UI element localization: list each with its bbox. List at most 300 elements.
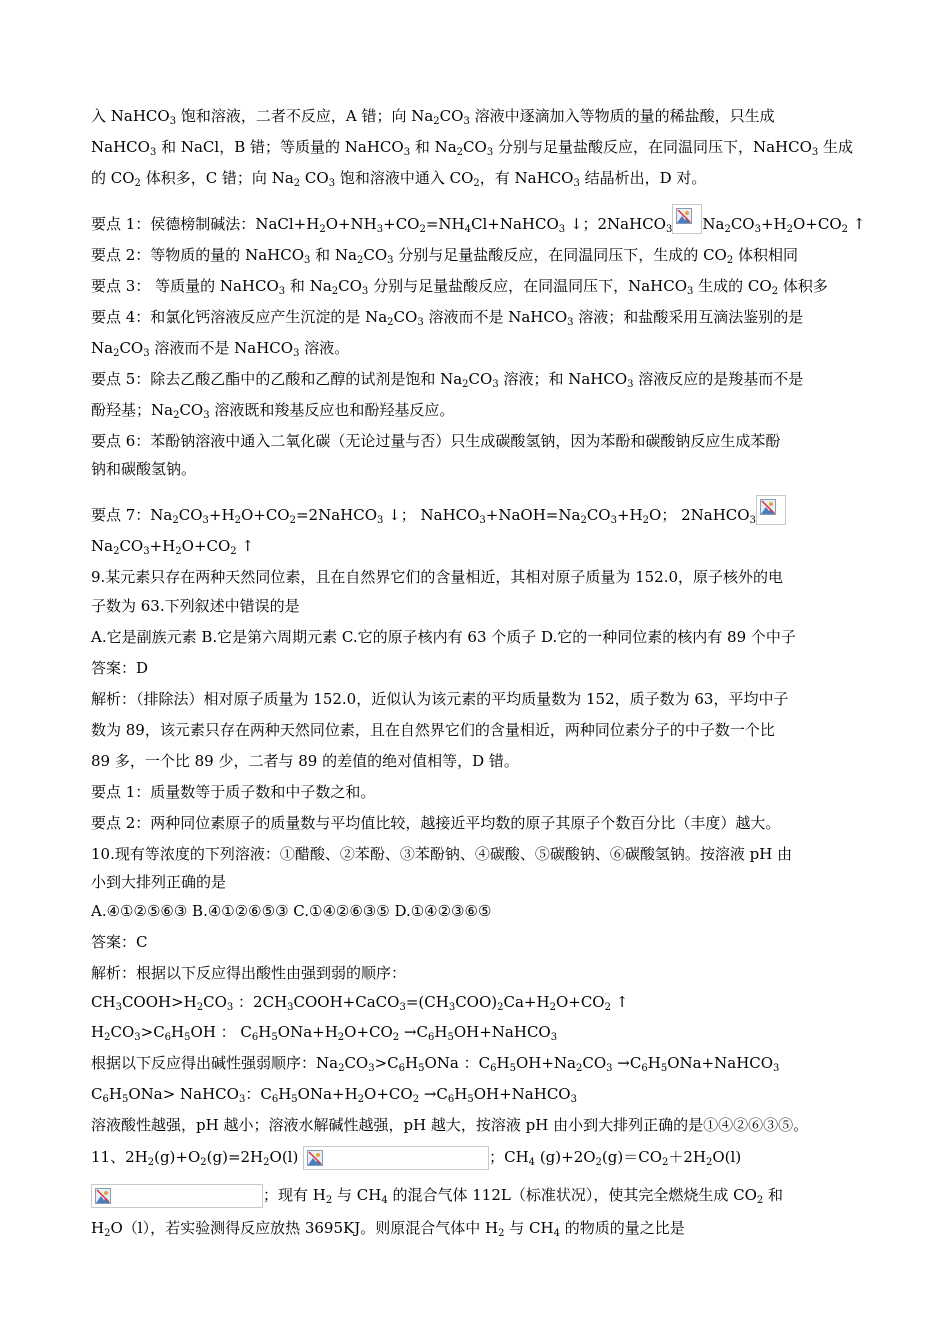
text-segment: ，有 NaHCO	[479, 169, 574, 187]
subscript: 3	[278, 286, 286, 297]
subscript: 2	[331, 286, 339, 297]
subscript: 3	[226, 1002, 234, 1013]
subscript: 3	[479, 515, 486, 526]
text-line	[91, 338, 349, 358]
text-segment: 饱和溶液中通入 CO	[335, 169, 474, 187]
text-line	[91, 137, 853, 157]
subscript: 3	[754, 224, 761, 235]
subscript: 3	[368, 1063, 375, 1074]
subscript: 3	[665, 224, 673, 235]
text-segment: 分别与足量盐酸反应，在同温同压下，NaHCO	[493, 138, 812, 156]
subscript: 6	[428, 1032, 435, 1043]
text-segment: H	[278, 1085, 292, 1103]
text-line	[91, 276, 828, 296]
text-segment: H	[91, 1219, 105, 1237]
text-segment: +H	[149, 537, 176, 555]
subscript: 3	[169, 116, 177, 127]
subscript: 2	[419, 224, 426, 235]
text-segment: 9.某元素只存在两种天然同位素，且在自然界它们的含量相近，其相对原子质量为 152.0，原子核外的电	[91, 568, 784, 586]
subscript: 2	[113, 348, 120, 359]
text-segment: O(l)	[269, 1148, 299, 1166]
text-segment: 10.现有等浓度的下列溶液：①醋酸、②苯酚、③苯酚钠、④碳酸、⑤碳酸钠、⑥碳酸氢钠。按溶液 pH 由	[91, 845, 793, 863]
text-segment: 饱和溶液，二者不反应，A 错；向 Na	[176, 107, 434, 125]
text-segment: 答案：C	[91, 933, 148, 951]
subscript: 2	[473, 178, 480, 189]
text-segment: 与 CH	[332, 1186, 382, 1204]
text-segment: Na	[91, 339, 114, 357]
text-segment: 和	[763, 1186, 784, 1204]
subscript: 2	[433, 116, 440, 127]
text-segment: 溶液。	[299, 339, 350, 357]
line-part	[91, 506, 756, 524]
text-segment: →C	[399, 1023, 428, 1041]
text-segment: 解析：根据以下反应得出酸性由强到弱的顺序：	[91, 964, 407, 982]
text-segment: 溶液反应的是羧基而不是	[633, 370, 804, 388]
text-line	[91, 1184, 783, 1208]
subscript: 3	[627, 379, 634, 390]
text-segment: O+CO	[364, 1085, 413, 1103]
subscript: 2	[337, 1032, 345, 1043]
text-segment: OH+NaHCO	[473, 1085, 571, 1103]
text-segment: CO	[468, 370, 493, 388]
text-segment: 11、2H	[91, 1148, 148, 1166]
text-segment: →C	[419, 1085, 448, 1103]
subscript: 2	[456, 147, 464, 158]
text-segment: CO	[119, 537, 144, 555]
subscript: 3	[149, 147, 157, 158]
text-segment: 要点 4：和氯化钙溶液反应产生沉淀的是 Na	[91, 308, 388, 326]
subscript: 3	[115, 1002, 122, 1013]
text-segment: ↓； NaHCO	[383, 506, 480, 524]
text-segment: H	[108, 1085, 122, 1103]
text-segment: H	[405, 1054, 419, 1072]
image-placeholder	[672, 204, 702, 234]
subscript: 2	[175, 546, 182, 557]
text-segment: (g)＝CO	[601, 1148, 662, 1166]
text-segment: 要点 5：除去乙酸乙酯中的乙酸和乙醇的试剂是饱和 Na	[91, 370, 463, 388]
text-segment: O+CO	[240, 506, 290, 524]
text-segment: CH	[91, 993, 116, 1011]
subscript: 2	[173, 410, 180, 421]
subscript: 2	[462, 379, 469, 390]
subscript: 3	[377, 515, 384, 526]
subscript: 3	[293, 348, 300, 359]
text-segment: (g)=2H	[206, 1148, 264, 1166]
text-segment: COOH>H	[121, 993, 197, 1011]
subscript: 2	[498, 1228, 505, 1239]
text-line	[91, 901, 491, 921]
subscript: 2	[319, 224, 326, 235]
text-line	[91, 1053, 779, 1073]
text-segment: CO	[178, 506, 203, 524]
subscript: 3	[492, 379, 499, 390]
text-segment: ONa+H	[277, 1023, 338, 1041]
text-segment: O； 2NaHCO	[649, 506, 750, 524]
subscript: 3	[203, 410, 210, 421]
subscript: 2	[575, 1063, 583, 1074]
broken-image-icon	[307, 1150, 323, 1166]
text-segment: =2NaHCO	[295, 506, 378, 524]
text-segment: 子数为 63.下列叙述中错误的是	[91, 597, 300, 615]
text-segment: A.它是副族元素 B.它是第六周期元素 C.它的原子核内有 63 个质子 D.它的一种同位素的核内有 89 个中子	[91, 628, 796, 646]
text-line	[91, 245, 798, 265]
text-line	[91, 459, 196, 479]
subscript: 3	[448, 1002, 456, 1013]
subscript: 3	[749, 515, 756, 526]
text-line	[91, 992, 628, 1012]
text-segment: H	[434, 1023, 448, 1041]
subscript: 5	[447, 1032, 454, 1043]
text-segment: ↑	[610, 993, 629, 1011]
subscript: 3	[550, 1032, 558, 1043]
subscript: 3	[287, 1002, 294, 1013]
text-line	[91, 505, 786, 525]
text-segment: COO)	[455, 993, 498, 1011]
text-segment: +H	[760, 215, 787, 233]
text-segment: ：2CH	[233, 993, 288, 1011]
subscript: 5	[660, 1063, 668, 1074]
text-line	[91, 168, 706, 188]
text-segment: 要点 7：Na	[91, 506, 173, 524]
text-segment: Ca+H	[503, 993, 550, 1011]
text-segment: ↑	[848, 215, 866, 233]
text-segment: 体积多，C 错；向 Na	[140, 169, 294, 187]
text-segment: C	[91, 1085, 103, 1103]
subscript: 2	[604, 1002, 611, 1013]
text-segment: CO	[110, 1023, 135, 1041]
text-segment: →C	[612, 1054, 642, 1072]
subscript: 2	[706, 1157, 713, 1168]
text-segment: 小到大排列正确的是	[91, 873, 227, 891]
text-segment: =NH	[425, 215, 465, 233]
subscript: 3	[387, 255, 394, 266]
subscript: 2	[357, 255, 364, 266]
text-segment: 根据以下反应得出碱性强弱顺序：Na	[91, 1054, 339, 1072]
subscript: 2	[325, 1195, 333, 1206]
text-segment: 和 Na	[285, 277, 332, 295]
subscript: 2	[263, 1157, 270, 1168]
subscript: 5	[121, 1094, 129, 1105]
subscript: 5	[184, 1032, 191, 1043]
text-line	[91, 1146, 741, 1170]
subscript: 2	[595, 1157, 602, 1168]
text-segment: ；现有 H	[263, 1186, 326, 1204]
subscript: 2	[172, 515, 179, 526]
text-line	[91, 963, 406, 983]
text-segment: 体积多	[778, 277, 828, 295]
text-segment: =(CH	[405, 993, 449, 1011]
text-line	[91, 872, 226, 892]
subscript: 3	[417, 317, 424, 328]
subscript: 2	[392, 1032, 400, 1043]
text-segment: ONa> NaHCO	[128, 1085, 239, 1103]
text-segment: ↓；2NaHCO	[565, 215, 666, 233]
text-segment: O+CO	[793, 215, 842, 233]
text-segment: 89 多，一个比 89 少，二者与 89 的差值的绝对值相等，D 错。	[91, 752, 519, 770]
text-segment: 和 Na	[310, 246, 357, 264]
text-segment: ↑	[236, 537, 254, 555]
text-segment: 分别与足量盐酸反应，在同温同压下，生成的 CO	[393, 246, 727, 264]
text-segment: 溶液中逐滴加入等物质的量的稀盐酸，只生成	[469, 107, 775, 125]
subscript: 2	[196, 1002, 204, 1013]
text-segment: ONa+H	[297, 1085, 358, 1103]
text-segment: 的混合气体 112L（标准状况），使其完全燃烧生成 CO	[387, 1186, 757, 1204]
text-segment: Cl+NaHCO	[471, 215, 559, 233]
text-line	[91, 782, 375, 802]
text-segment: H	[258, 1023, 272, 1041]
line-part	[91, 1148, 298, 1166]
subscript: 6	[490, 1063, 497, 1074]
text-segment: CO	[393, 308, 418, 326]
text-segment: CO	[338, 277, 362, 295]
subscript: 2	[357, 1094, 365, 1105]
subscript: 3	[558, 224, 566, 235]
text-segment: 与 CH	[504, 1219, 554, 1237]
text-segment: 酚羟基；Na	[91, 401, 174, 419]
text-segment: CO	[203, 993, 227, 1011]
text-line	[91, 627, 796, 647]
subscript: 6	[102, 1094, 109, 1105]
subscript: 2	[104, 1032, 111, 1043]
text-line	[91, 106, 775, 126]
subscript: 2	[771, 286, 779, 297]
text-line	[91, 1218, 685, 1238]
subscript: 3	[570, 1094, 577, 1105]
text-segment: O（l），若实验测得反应放热 3695KJ。则原混合气体中 H	[110, 1219, 499, 1237]
text-segment: 要点 1：侯德榜制碱法：NaCl+H	[91, 215, 320, 233]
broken-image-icon	[676, 208, 692, 224]
text-segment: >C	[374, 1054, 399, 1072]
subscript: 2	[662, 1157, 669, 1168]
text-segment: +CO	[383, 215, 420, 233]
text-segment: 体积相同	[733, 246, 799, 264]
text-segment: 结晶析出，D 对。	[579, 169, 707, 187]
subscript: 3	[567, 317, 574, 328]
subscript: 2	[338, 1063, 345, 1074]
subscript: 6	[164, 1032, 172, 1043]
text-segment: ：C	[245, 1085, 272, 1103]
text-line	[91, 536, 254, 556]
subscript: 3	[610, 515, 617, 526]
subscript: 2	[412, 1094, 420, 1105]
text-segment: O(l)	[712, 1148, 742, 1166]
text-line	[91, 658, 148, 678]
subscript: 3	[238, 1094, 246, 1105]
text-segment: (g)+2O	[535, 1148, 596, 1166]
text-segment: 要点 1：质量数等于质子数和中子数之和。	[91, 783, 376, 801]
subscript: 2	[293, 178, 301, 189]
text-segment: 要点 6：苯酚钠溶液中通入二氧化碳（无论过量与否）只生成碳酸氢钠，因为苯酚和碳酸钠反应生成苯酚	[91, 432, 781, 450]
subscript: 2	[642, 515, 650, 526]
text-segment: O+CO	[555, 993, 605, 1011]
text-segment: 溶液；和 NaHCO	[498, 370, 628, 388]
text-line	[91, 813, 780, 833]
text-segment: NaHCO	[91, 138, 150, 156]
text-segment: CO	[119, 339, 144, 357]
subscript: 3	[376, 224, 384, 235]
text-segment: ONa ：C	[424, 1054, 491, 1072]
subscript: 5	[467, 1094, 474, 1105]
text-segment: CO	[344, 1054, 369, 1072]
text-segment: +NaOH=Na	[485, 506, 581, 524]
subscript: 2	[200, 1157, 207, 1168]
text-line	[91, 932, 147, 952]
text-segment: H	[496, 1054, 510, 1072]
text-segment: CO	[582, 1054, 607, 1072]
subscript: 3	[486, 147, 494, 158]
subscript: 5	[509, 1063, 516, 1074]
text-segment: 钠和碳酸氢钠。	[91, 460, 197, 478]
text-segment: 要点 3： 等质量的 NaHCO	[91, 277, 279, 295]
subscript: 4	[464, 224, 472, 235]
subscript: 3	[143, 348, 150, 359]
text-segment: ＋2H	[668, 1148, 706, 1166]
text-segment: CO	[179, 401, 204, 419]
text-segment: 溶液既和羧基反应也和酚羟基反应。	[209, 401, 455, 419]
text-segment: Na	[91, 537, 114, 555]
text-segment: 溶液；和盐酸采用互滴法鉴别的是	[573, 308, 804, 326]
text-segment: +H	[208, 506, 235, 524]
text-segment: Na	[702, 215, 725, 233]
subscript: 2	[724, 224, 731, 235]
subscript: 3	[143, 546, 150, 557]
text-line	[91, 751, 519, 771]
text-segment: OH ： C	[190, 1023, 252, 1041]
subscript: 2	[786, 224, 793, 235]
broken-image-icon	[760, 499, 776, 515]
subscript: 5	[291, 1094, 298, 1105]
subscript: 4	[528, 1157, 536, 1168]
text-segment: OH+NaHCO	[453, 1023, 551, 1041]
text-line	[91, 1022, 557, 1042]
text-line	[91, 369, 803, 389]
subscript: 3	[202, 515, 209, 526]
text-line	[91, 567, 783, 587]
text-segment: COOH+CaCO	[293, 993, 400, 1011]
text-segment: 溶液而不是 NaHCO	[423, 308, 568, 326]
text-segment: 生成	[818, 138, 854, 156]
broken-image-icon	[95, 1188, 111, 1204]
text-segment: OH+Na	[515, 1054, 576, 1072]
text-segment: 和 Na	[410, 138, 457, 156]
text-line	[91, 720, 775, 740]
subscript: 3	[573, 178, 580, 189]
subscript: 2	[726, 255, 734, 266]
text-segment: O+NH	[325, 215, 377, 233]
text-segment: H	[91, 1023, 105, 1041]
text-segment: 解析：（排除法）相对原子质量为 152.0，近似认为该元素的平均质量数为 152，质子数为 63，平均中子	[91, 690, 789, 708]
subscript: 3	[687, 286, 694, 297]
text-line	[91, 1084, 577, 1104]
text-segment: >C	[140, 1023, 165, 1041]
subscript: 2	[841, 224, 849, 235]
subscript: 6	[271, 1094, 279, 1105]
subscript: 2	[497, 1002, 504, 1013]
subscript: 2	[756, 1195, 764, 1206]
subscript: 3	[811, 147, 819, 158]
text-segment: 分别与足量盐酸反应，在同温同压下，NaHCO	[368, 277, 687, 295]
text-segment: +H	[616, 506, 643, 524]
text-segment: CO	[730, 215, 755, 233]
line-part	[489, 1148, 741, 1166]
subscript: 5	[418, 1063, 425, 1074]
image-placeholder	[756, 495, 786, 525]
subscript: 5	[271, 1032, 278, 1043]
text-segment: 和 NaCl，B 错；等质量的 NaHCO	[156, 138, 404, 156]
subscript: 6	[398, 1063, 406, 1074]
subscript: 3	[606, 1063, 613, 1074]
subscript: 3	[403, 147, 411, 158]
text-segment: CO	[300, 169, 329, 187]
text-segment: ONa+NaHCO	[667, 1054, 774, 1072]
subscript: 2	[387, 317, 394, 328]
subscript: 2	[147, 1157, 155, 1168]
subscript: 3	[773, 1063, 780, 1074]
subscript: 6	[447, 1094, 455, 1105]
text-segment: A.④①②⑤⑥③ B.④①②⑥⑤③ C.①④②⑥③⑤ D.①④②③⑥⑤	[91, 902, 492, 920]
text-segment: ；CH	[489, 1148, 529, 1166]
text-segment: 溶液酸性越强，pH 越小；溶液水解碱性越强，pH 越大，按溶液 pH 由小到大排列正确的是①④②⑥③⑤。	[91, 1116, 809, 1134]
text-segment: (g)+O	[154, 1148, 201, 1166]
subscript: 2	[134, 178, 141, 189]
subscript: 2	[104, 1228, 111, 1239]
text-segment: 答案：D	[91, 659, 149, 677]
text-segment: 生成的 CO	[693, 277, 772, 295]
text-line	[91, 431, 780, 451]
subscript: 3	[399, 1002, 406, 1013]
subscript: 4	[381, 1195, 388, 1206]
text-segment: 的物质的量之比是	[559, 1219, 685, 1237]
text-line	[91, 307, 803, 327]
text-segment: CO	[586, 506, 611, 524]
text-segment: H	[647, 1054, 661, 1072]
text-segment: CO	[463, 138, 487, 156]
text-line	[91, 214, 865, 234]
text-segment: 的 CO	[91, 169, 135, 187]
subscript: 2	[549, 1002, 556, 1013]
line-part	[263, 1186, 783, 1204]
formula-image-placeholder	[303, 1146, 489, 1170]
line-part	[702, 215, 865, 233]
text-line	[91, 689, 788, 709]
subscript: 3	[463, 116, 470, 127]
text-line	[91, 596, 300, 616]
text-segment: CO	[439, 107, 464, 125]
formula-image-placeholder	[91, 1184, 263, 1208]
subscript: 3	[304, 255, 311, 266]
subscript: 4	[553, 1228, 560, 1239]
subscript: 6	[641, 1063, 648, 1074]
subscript: 3	[134, 1032, 141, 1043]
text-segment: O+CO	[181, 537, 231, 555]
subscript: 2	[230, 546, 237, 557]
text-segment: 溶液而不是 NaHCO	[149, 339, 294, 357]
subscript: 2	[289, 515, 296, 526]
line-part	[91, 215, 672, 233]
text-line	[91, 1115, 808, 1135]
text-segment: O+CO	[344, 1023, 393, 1041]
text-segment: 数为 89，该元素只存在两种天然同位素，且在自然界它们的含量相近，两种同位素分子的中子数一个比	[91, 721, 775, 739]
text-segment: 要点 2：两种同位素原子的质量数与平均值比较，越接近平均数的原子其原子个数百分比（丰度）越大。	[91, 814, 781, 832]
subscript: 2	[113, 546, 120, 557]
text-line	[91, 400, 454, 420]
subscript: 2	[580, 515, 587, 526]
text-segment: 要点 2：等物质的量的 NaHCO	[91, 246, 305, 264]
text-segment: CO	[363, 246, 388, 264]
text-segment: H	[454, 1085, 468, 1103]
subscript: 6	[251, 1032, 259, 1043]
text-segment: 入 NaHCO	[91, 107, 170, 125]
